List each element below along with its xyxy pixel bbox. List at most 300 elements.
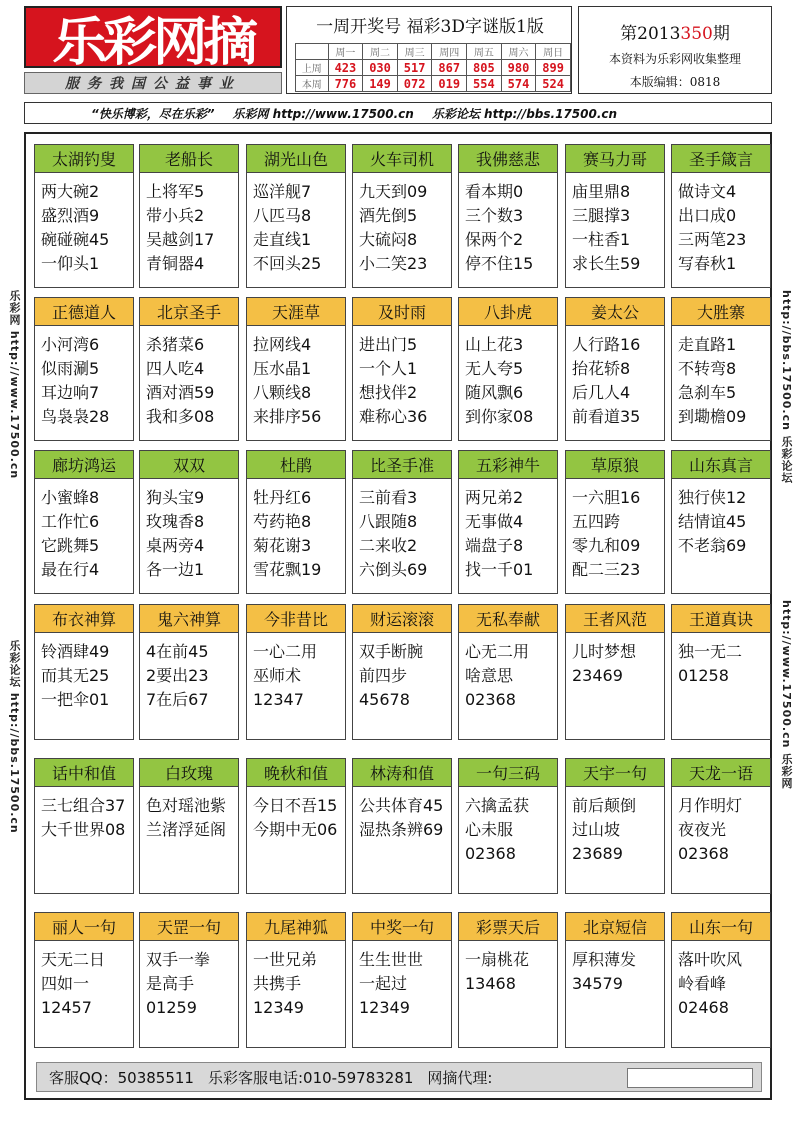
day-header: 周四 — [432, 44, 467, 60]
card-line: 随风飘6 — [465, 383, 524, 402]
card-body — [247, 633, 345, 712]
card-line: 出口成0 — [678, 206, 737, 225]
card-line: 13468 — [465, 974, 516, 993]
card-line: 大硫闷8 — [359, 230, 418, 249]
day-header: 周六 — [501, 44, 536, 60]
card-line: 铃酒肆49 — [41, 642, 110, 661]
card-line: 02368 — [465, 690, 516, 709]
card-line: 停不住15 — [465, 254, 534, 273]
card-body — [566, 787, 664, 866]
card-body — [140, 941, 238, 1020]
footer-qq: 客服QQ：50385511 — [49, 1068, 194, 1087]
card-line: 想找伴2 — [359, 383, 418, 402]
card-title: 湖光山色 — [247, 145, 345, 173]
card-line: 写春秋1 — [678, 254, 737, 273]
card-body — [353, 326, 451, 429]
card-line: 配二三23 — [572, 560, 641, 579]
card-line: 34579 — [572, 974, 623, 993]
card-line: 小河湾6 — [41, 335, 100, 354]
prediction-card — [246, 144, 346, 288]
card-line: 八跟随8 — [359, 512, 418, 531]
card-title: 丽人一句 — [35, 913, 133, 941]
card-line: 上将军5 — [146, 182, 205, 201]
card-body — [35, 173, 133, 276]
card-body — [353, 479, 451, 582]
card-body — [353, 633, 451, 712]
card-line: 保两个2 — [465, 230, 524, 249]
issue-value: 350 — [680, 24, 713, 44]
card-title: 火车司机 — [353, 145, 451, 173]
card-line: 独一无二 — [678, 642, 743, 661]
card-body — [672, 173, 770, 276]
card-line: 压水晶1 — [253, 359, 312, 378]
card-line: 过山坡 — [572, 820, 621, 839]
card-body — [35, 787, 133, 842]
card-line: 杀猪菜6 — [146, 335, 205, 354]
card-title: 及时雨 — [353, 298, 451, 326]
card-line: 两兄弟2 — [465, 488, 524, 507]
card-title: 大胜寨 — [672, 298, 770, 326]
draw-number: 867 — [432, 60, 467, 76]
card-line: 走直线1 — [253, 230, 312, 249]
card-line: 三前看3 — [359, 488, 418, 507]
card-body — [140, 787, 238, 842]
prediction-card — [458, 450, 558, 594]
card-line: 巡洋舰7 — [253, 182, 312, 201]
card-body — [247, 787, 345, 842]
prediction-card — [34, 758, 134, 894]
card-body — [35, 479, 133, 582]
card-title: 财运滚滚 — [353, 605, 451, 633]
issue-editor: 本版编辑：0818 — [629, 75, 721, 89]
card-line: 盛烈酒9 — [41, 206, 100, 225]
card-title: 北京短信 — [566, 913, 664, 941]
card-line: 夜夜光 — [678, 820, 727, 839]
day-header: 周五 — [467, 44, 502, 60]
prediction-card — [34, 604, 134, 740]
card-line: 耳边响7 — [41, 383, 100, 402]
card-line: 雪花飘19 — [253, 560, 322, 579]
card-body — [566, 633, 664, 688]
day-header: 周一 — [328, 44, 363, 60]
draw-number: 423 — [328, 60, 363, 76]
draw-number: 980 — [501, 60, 536, 76]
card-line: 小二笑23 — [359, 254, 428, 273]
card-line: 一心二用 — [253, 642, 318, 661]
card-line: 狗头宝9 — [146, 488, 205, 507]
card-line: 酒对酒59 — [146, 383, 215, 402]
card-line: 02368 — [678, 844, 729, 863]
card-body — [247, 941, 345, 1020]
prediction-card — [671, 604, 771, 740]
side-label-right-bottom[interactable]: http://www.17500.cn 乐彩网 — [780, 600, 793, 790]
prediction-card — [565, 144, 665, 288]
draw-number: 805 — [467, 60, 502, 76]
prediction-card — [565, 912, 665, 1048]
card-line: 双手一拳 — [146, 950, 211, 969]
card-line: 四人吃4 — [146, 359, 205, 378]
card-line: 2要出23 — [146, 666, 209, 685]
draw-number: 776 — [328, 76, 363, 92]
card-line: 急刹车5 — [678, 383, 737, 402]
side-label-right-top[interactable]: http://bbs.17500.cn 乐彩论坛 — [780, 290, 793, 484]
card-line: 月作明灯 — [678, 796, 743, 815]
card-line: 公共体育45 — [359, 796, 444, 815]
card-line: 无事做4 — [465, 512, 524, 531]
card-line: 02368 — [465, 844, 516, 863]
card-line: 12347 — [253, 690, 304, 709]
prediction-card — [352, 297, 452, 441]
prediction-card — [246, 450, 346, 594]
card-title: 我佛慈悲 — [459, 145, 557, 173]
card-title: 天涯草 — [247, 298, 345, 326]
day-header: 周三 — [397, 44, 432, 60]
prediction-card — [34, 297, 134, 441]
draw-number: 019 — [432, 76, 467, 92]
prediction-card — [458, 912, 558, 1048]
card-title: 老船长 — [140, 145, 238, 173]
card-line: 不转弯8 — [678, 359, 737, 378]
issue-prefix: 第2013 — [620, 24, 681, 44]
prediction-card — [246, 912, 346, 1048]
card-title: 双双 — [140, 451, 238, 479]
card-body — [140, 633, 238, 712]
prediction-card — [458, 144, 558, 288]
card-line: 一仰头1 — [41, 254, 100, 273]
row-label: 本周 — [296, 76, 329, 92]
card-line: 碗碰碗45 — [41, 230, 110, 249]
prediction-card — [139, 758, 239, 894]
card-line: 不老翁69 — [678, 536, 747, 555]
prediction-card — [458, 604, 558, 740]
draw-number: 072 — [397, 76, 432, 92]
card-line: 湿热条辨69 — [359, 820, 444, 839]
card-line: 12349 — [253, 998, 304, 1017]
card-line: 零九和09 — [572, 536, 641, 555]
prediction-card — [565, 604, 665, 740]
card-body — [140, 479, 238, 582]
card-line: 色对瑶池紫 — [146, 796, 227, 815]
card-line: 九天到09 — [359, 182, 428, 201]
card-line: 儿时梦想 — [572, 642, 637, 661]
card-line: 天无二日 — [41, 950, 106, 969]
card-title: 中奖一句 — [353, 913, 451, 941]
card-line: 难称心36 — [359, 407, 428, 426]
prediction-card — [352, 144, 452, 288]
day-header: 周日 — [536, 44, 571, 60]
card-line: 三两笔23 — [678, 230, 747, 249]
prediction-card — [139, 912, 239, 1048]
prediction-card — [671, 912, 771, 1048]
prediction-card — [458, 758, 558, 894]
card-line: 到墈檐09 — [678, 407, 747, 426]
card-line: 12349 — [359, 998, 410, 1017]
card-body — [247, 326, 345, 429]
card-line: 人行路16 — [572, 335, 641, 354]
card-body — [672, 479, 770, 558]
issue-note: 本资料为乐彩网收集整理 — [608, 52, 741, 66]
card-title: 今非昔比 — [247, 605, 345, 633]
prediction-card — [352, 758, 452, 894]
prediction-card — [671, 297, 771, 441]
card-title: 晚秋和值 — [247, 759, 345, 787]
prediction-card — [34, 912, 134, 1048]
draw-number: 030 — [363, 60, 398, 76]
footer-agent: 网摘代理: — [427, 1068, 493, 1087]
card-body — [353, 173, 451, 276]
card-body — [353, 787, 451, 842]
card-line: 无人夸5 — [465, 359, 524, 378]
card-title: 太湖钓叟 — [35, 145, 133, 173]
prediction-card — [246, 297, 346, 441]
prediction-card — [565, 450, 665, 594]
card-body — [566, 941, 664, 996]
card-line: 拉网线4 — [253, 335, 312, 354]
card-line: 前四步 — [359, 666, 408, 685]
card-title: 天罡一句 — [140, 913, 238, 941]
card-line: 进出门5 — [359, 335, 418, 354]
card-line: 共携手 — [253, 974, 302, 993]
prediction-card — [565, 297, 665, 441]
card-line: 一柱香1 — [572, 230, 631, 249]
card-line: 三腿撑3 — [572, 206, 631, 225]
card-title: 王道真诀 — [672, 605, 770, 633]
row-label: 上周 — [296, 60, 329, 76]
prediction-card — [139, 144, 239, 288]
prediction-card — [671, 450, 771, 594]
card-title: 九尾神狐 — [247, 913, 345, 941]
draw-number: 899 — [536, 60, 571, 76]
prediction-card — [139, 297, 239, 441]
card-line: 六倒头69 — [359, 560, 428, 579]
card-title: 北京圣手 — [140, 298, 238, 326]
card-line: 一个人1 — [359, 359, 418, 378]
prediction-card — [139, 604, 239, 740]
card-line: 一把伞01 — [41, 690, 110, 709]
card-title: 鬼六神算 — [140, 605, 238, 633]
prediction-card — [246, 604, 346, 740]
card-line: 三个数3 — [465, 206, 524, 225]
card-line: 最在行4 — [41, 560, 100, 579]
prediction-card — [34, 450, 134, 594]
card-body — [247, 173, 345, 276]
prediction-card — [246, 758, 346, 894]
card-line: 01259 — [146, 998, 197, 1017]
card-body — [672, 326, 770, 429]
card-title: 白玫瑰 — [140, 759, 238, 787]
card-line: 独行侠12 — [678, 488, 747, 507]
card-line: 它跳舞5 — [41, 536, 100, 555]
card-line: 走直路1 — [678, 335, 737, 354]
card-title: 八卦虎 — [459, 298, 557, 326]
card-line: 一六胆16 — [572, 488, 641, 507]
prediction-card — [352, 604, 452, 740]
card-line: 厚积薄发 — [572, 950, 637, 969]
card-title: 一句三码 — [459, 759, 557, 787]
card-line: 大千世界08 — [41, 820, 126, 839]
card-body — [672, 787, 770, 866]
card-line: 我和多08 — [146, 407, 215, 426]
draw-number: 574 — [501, 76, 536, 92]
ad-quote: “快乐博彩，尽在乐彩” — [91, 106, 215, 121]
card-line: 二来收2 — [359, 536, 418, 555]
issue-suffix: 期 — [712, 24, 730, 44]
card-title: 草原狼 — [566, 451, 664, 479]
card-line: 12457 — [41, 998, 92, 1017]
card-line: 结情谊45 — [678, 512, 747, 531]
card-body — [459, 787, 557, 866]
card-title: 山东一句 — [672, 913, 770, 941]
card-line: 求长生59 — [572, 254, 641, 273]
card-line: 后几人4 — [572, 383, 631, 402]
card-line: 看本期0 — [465, 182, 524, 201]
card-title: 五彩神牛 — [459, 451, 557, 479]
card-body — [566, 326, 664, 429]
card-line: 巫师术 — [253, 666, 302, 685]
card-title: 王者风范 — [566, 605, 664, 633]
card-line: 前看道35 — [572, 407, 641, 426]
card-body — [459, 633, 557, 712]
card-body — [459, 173, 557, 276]
card-line: 双手断腕 — [359, 642, 424, 661]
card-line: 落叶吹风 — [678, 950, 743, 969]
prediction-card — [352, 450, 452, 594]
card-line: 酒先倒5 — [359, 206, 418, 225]
side-label-left-top[interactable]: 乐彩网 http://www.17500.cn — [8, 290, 21, 480]
card-line: 啥意思 — [465, 666, 514, 685]
card-line: 是高手 — [146, 974, 195, 993]
card-line: 小蜜蜂8 — [41, 488, 100, 507]
card-line: 两大碗2 — [41, 182, 100, 201]
prediction-card — [671, 758, 771, 894]
draw-number: 554 — [467, 76, 502, 92]
card-line: 各一边1 — [146, 560, 205, 579]
slogan: 服务我国公益事业 — [24, 72, 282, 94]
draw-number: 517 — [397, 60, 432, 76]
card-line: 不回头25 — [253, 254, 322, 273]
card-line: 前后颠倒 — [572, 796, 637, 815]
prediction-card — [34, 144, 134, 288]
card-body — [140, 326, 238, 429]
card-line: 找一千01 — [465, 560, 534, 579]
card-line: 五四跨 — [572, 512, 621, 531]
card-line: 兰渚浮延阁 — [146, 820, 227, 839]
card-title: 比圣手准 — [353, 451, 451, 479]
card-title: 山东真言 — [672, 451, 770, 479]
card-line: 工作忙6 — [41, 512, 100, 531]
card-line: 一世兄弟 — [253, 950, 318, 969]
card-title: 天龙一语 — [672, 759, 770, 787]
card-body — [353, 941, 451, 1020]
card-line: 带小兵2 — [146, 206, 205, 225]
card-body — [459, 326, 557, 429]
card-body — [459, 479, 557, 582]
card-line: 一扇桃花 — [465, 950, 530, 969]
agent-box — [627, 1068, 753, 1088]
card-line: 4在前45 — [146, 642, 209, 661]
card-line: 23689 — [572, 844, 623, 863]
draw-number: 524 — [536, 76, 571, 92]
card-line: 鸟袅袅28 — [41, 407, 110, 426]
card-body — [672, 633, 770, 688]
card-line: 做诗文4 — [678, 182, 737, 201]
card-line: 23469 — [572, 666, 623, 685]
card-line: 山上花3 — [465, 335, 524, 354]
card-line: 到你家08 — [465, 407, 534, 426]
page-title: 一周开奖号 福彩3D字谜版1版 — [316, 16, 544, 37]
card-title: 杜鹃 — [247, 451, 345, 479]
card-title: 林涛和值 — [353, 759, 451, 787]
card-body — [35, 326, 133, 429]
card-title: 姜太公 — [566, 298, 664, 326]
card-body — [672, 941, 770, 1020]
card-body — [566, 479, 664, 582]
prediction-card — [139, 450, 239, 594]
card-line: 桌两旁4 — [146, 536, 205, 555]
card-line: 庙里鼎8 — [572, 182, 631, 201]
card-body — [35, 633, 133, 712]
card-line: 45678 — [359, 690, 410, 709]
card-line: 来排序56 — [253, 407, 322, 426]
site-link[interactable]: 乐彩网 http://www.17500.cn — [232, 106, 414, 121]
logo-text: 乐彩网摘 — [52, 12, 254, 68]
card-title: 无私奉献 — [459, 605, 557, 633]
prediction-card — [352, 912, 452, 1048]
draw-number: 149 — [363, 76, 398, 92]
card-title: 圣手箴言 — [672, 145, 770, 173]
card-line: 牡丹红6 — [253, 488, 312, 507]
card-line: 六擒孟获 — [465, 796, 530, 815]
forum-link[interactable]: 乐彩论坛 http://bbs.17500.cn — [431, 106, 618, 121]
card-line: 三七组合37 — [41, 796, 126, 815]
card-line: 青铜器4 — [146, 254, 205, 273]
card-line: 似雨涮5 — [41, 359, 100, 378]
card-title: 天宇一句 — [566, 759, 664, 787]
card-body — [566, 173, 664, 276]
footer — [36, 1062, 762, 1092]
card-line: 而其无25 — [41, 666, 110, 685]
card-body — [247, 479, 345, 582]
card-line: 抬花轿8 — [572, 359, 631, 378]
card-line: 7在后67 — [146, 690, 209, 709]
prediction-card — [565, 758, 665, 894]
prediction-card — [458, 297, 558, 441]
footer-phone: 乐彩客服电话:010-59783281 — [207, 1068, 414, 1087]
card-title: 廊坊鸿运 — [35, 451, 133, 479]
card-title: 彩票天后 — [459, 913, 557, 941]
card-line: 一起过 — [359, 974, 408, 993]
card-body — [35, 941, 133, 1020]
card-line: 芍药艳8 — [253, 512, 312, 531]
card-line: 02468 — [678, 998, 729, 1017]
card-line: 八匹马8 — [253, 206, 312, 225]
card-line: 岭看峰 — [678, 974, 727, 993]
card-line: 生生世世 — [359, 950, 424, 969]
card-body — [459, 941, 557, 996]
side-label-left-bottom[interactable]: 乐彩论坛 http://bbs.17500.cn — [8, 640, 21, 834]
card-line: 玫瑰香8 — [146, 512, 205, 531]
card-title: 布衣神算 — [35, 605, 133, 633]
card-title: 赛马力哥 — [566, 145, 664, 173]
card-line: 四如一 — [41, 974, 90, 993]
card-line: 今期中无06 — [253, 820, 338, 839]
card-line: 今日不吾15 — [253, 796, 338, 815]
day-header: 周二 — [363, 44, 398, 60]
card-title: 正德道人 — [35, 298, 133, 326]
card-line: 吴越剑17 — [146, 230, 215, 249]
card-line: 心无二用 — [465, 642, 530, 661]
card-body — [140, 173, 238, 276]
